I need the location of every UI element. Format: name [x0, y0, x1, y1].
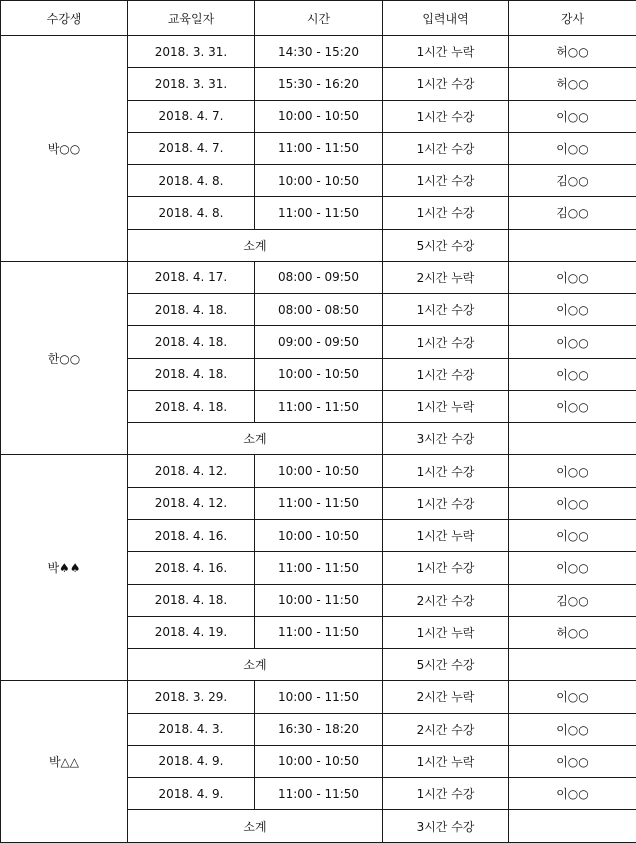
instructor-cell: 이○○ — [509, 681, 636, 713]
entry-cell: 1시간 수강 — [383, 68, 509, 100]
time-cell: 09:00 - 09:50 — [255, 326, 383, 358]
student-name-cell: 박△△ — [1, 681, 128, 843]
instructor-cell: 이○○ — [509, 390, 636, 422]
instructor-cell: 이○○ — [509, 778, 636, 810]
entry-cell: 1시간 누락 — [383, 36, 509, 68]
time-cell: 08:00 - 09:50 — [255, 261, 383, 293]
instructor-cell: 허○○ — [509, 36, 636, 68]
time-cell: 10:00 - 10:50 — [255, 745, 383, 777]
instructor-cell: 이○○ — [509, 487, 636, 519]
date-cell: 2018. 4. 9. — [128, 745, 255, 777]
time-cell: 10:00 - 10:50 — [255, 519, 383, 551]
table-body — [1, 36, 636, 843]
instructor-cell: 김○○ — [509, 584, 636, 616]
instructor-cell: 이○○ — [509, 132, 636, 164]
table-row — [1, 36, 636, 68]
subtotal-empty-cell — [509, 810, 636, 843]
time-cell: 11:00 - 11:50 — [255, 778, 383, 810]
instructor-cell: 이○○ — [509, 326, 636, 358]
entry-cell: 1시간 수강 — [383, 358, 509, 390]
instructor-cell: 이○○ — [509, 100, 636, 132]
subtotal-empty-cell — [509, 229, 636, 261]
entry-cell: 1시간 수강 — [383, 165, 509, 197]
entry-cell: 2시간 누락 — [383, 261, 509, 293]
entry-cell: 2시간 수강 — [383, 713, 509, 745]
entry-cell: 1시간 수강 — [383, 487, 509, 519]
time-cell: 14:30 - 15:20 — [255, 36, 383, 68]
date-cell: 2018. 4. 12. — [128, 455, 255, 487]
date-cell: 2018. 4. 7. — [128, 132, 255, 164]
entry-cell: 1시간 수강 — [383, 326, 509, 358]
instructor-cell: 허○○ — [509, 68, 636, 100]
date-cell: 2018. 3. 29. — [128, 681, 255, 713]
time-cell: 11:00 - 11:50 — [255, 197, 383, 229]
time-cell: 08:00 - 08:50 — [255, 294, 383, 326]
time-cell: 11:00 - 11:50 — [255, 616, 383, 648]
entry-cell: 1시간 수강 — [383, 552, 509, 584]
entry-cell: 1시간 누락 — [383, 519, 509, 551]
student-name-cell: 박♠♠ — [1, 455, 128, 681]
entry-cell: 1시간 수강 — [383, 100, 509, 132]
time-cell: 10:00 - 10:50 — [255, 358, 383, 390]
date-cell: 2018. 3. 31. — [128, 36, 255, 68]
subtotal-empty-cell — [509, 423, 636, 455]
table-row — [1, 261, 636, 293]
entry-cell: 2시간 누락 — [383, 681, 509, 713]
header-time: 시간 — [255, 1, 383, 36]
instructor-cell: 이○○ — [509, 519, 636, 551]
date-cell: 2018. 4. 18. — [128, 390, 255, 422]
date-cell: 2018. 4. 16. — [128, 552, 255, 584]
instructor-cell: 김○○ — [509, 197, 636, 229]
date-cell: 2018. 4. 19. — [128, 616, 255, 648]
entry-cell: 1시간 누락 — [383, 390, 509, 422]
time-cell: 16:30 - 18:20 — [255, 713, 383, 745]
time-cell: 10:00 - 10:50 — [255, 165, 383, 197]
date-cell: 2018. 4. 17. — [128, 261, 255, 293]
header-entry: 입력내역 — [383, 1, 509, 36]
entry-cell: 1시간 수강 — [383, 132, 509, 164]
entry-cell: 1시간 수강 — [383, 778, 509, 810]
entry-cell: 1시간 수강 — [383, 455, 509, 487]
student-name-cell: 한○○ — [1, 261, 128, 455]
table-row — [1, 681, 636, 713]
date-cell: 2018. 4. 18. — [128, 326, 255, 358]
date-cell: 2018. 4. 18. — [128, 294, 255, 326]
entry-cell: 2시간 수강 — [383, 584, 509, 616]
table-row — [1, 455, 636, 487]
time-cell: 10:00 - 11:50 — [255, 681, 383, 713]
instructor-cell: 이○○ — [509, 713, 636, 745]
header-date: 교육일자 — [128, 1, 255, 36]
time-cell: 10:00 - 11:50 — [255, 584, 383, 616]
subtotal-value: 5시간 수강 — [383, 229, 509, 261]
subtotal-value: 5시간 수강 — [383, 649, 509, 681]
entry-cell: 1시간 수강 — [383, 294, 509, 326]
time-cell: 10:00 - 10:50 — [255, 100, 383, 132]
entry-cell: 1시간 누락 — [383, 616, 509, 648]
date-cell: 2018. 4. 9. — [128, 778, 255, 810]
time-cell: 11:00 - 11:50 — [255, 552, 383, 584]
date-cell: 2018. 4. 18. — [128, 584, 255, 616]
date-cell: 2018. 4. 3. — [128, 713, 255, 745]
date-cell: 2018. 4. 7. — [128, 100, 255, 132]
header-instructor: 강사 — [509, 1, 636, 36]
date-cell: 2018. 3. 31. — [128, 68, 255, 100]
date-cell: 2018. 4. 8. — [128, 165, 255, 197]
subtotal-label: 소계 — [128, 423, 383, 455]
date-cell: 2018. 4. 16. — [128, 519, 255, 551]
subtotal-label: 소계 — [128, 810, 383, 843]
subtotal-empty-cell — [509, 649, 636, 681]
subtotal-label: 소계 — [128, 649, 383, 681]
header-row — [1, 1, 636, 36]
instructor-cell: 이○○ — [509, 294, 636, 326]
subtotal-value: 3시간 수강 — [383, 810, 509, 843]
time-cell: 11:00 - 11:50 — [255, 132, 383, 164]
entry-cell: 1시간 수강 — [383, 197, 509, 229]
header-student: 수강생 — [1, 1, 128, 36]
instructor-cell: 이○○ — [509, 745, 636, 777]
instructor-cell: 이○○ — [509, 358, 636, 390]
instructor-cell: 김○○ — [509, 165, 636, 197]
subtotal-value: 3시간 수강 — [383, 423, 509, 455]
subtotal-label: 소계 — [128, 229, 383, 261]
instructor-cell: 허○○ — [509, 616, 636, 648]
time-cell: 11:00 - 11:50 — [255, 487, 383, 519]
student-name-cell: 박○○ — [1, 36, 128, 262]
time-cell: 15:30 - 16:20 — [255, 68, 383, 100]
date-cell: 2018. 4. 12. — [128, 487, 255, 519]
instructor-cell: 이○○ — [509, 552, 636, 584]
date-cell: 2018. 4. 8. — [128, 197, 255, 229]
instructor-cell: 이○○ — [509, 455, 636, 487]
instructor-cell: 이○○ — [509, 261, 636, 293]
entry-cell: 1시간 누락 — [383, 745, 509, 777]
time-cell: 11:00 - 11:50 — [255, 390, 383, 422]
time-cell: 10:00 - 10:50 — [255, 455, 383, 487]
date-cell: 2018. 4. 18. — [128, 358, 255, 390]
